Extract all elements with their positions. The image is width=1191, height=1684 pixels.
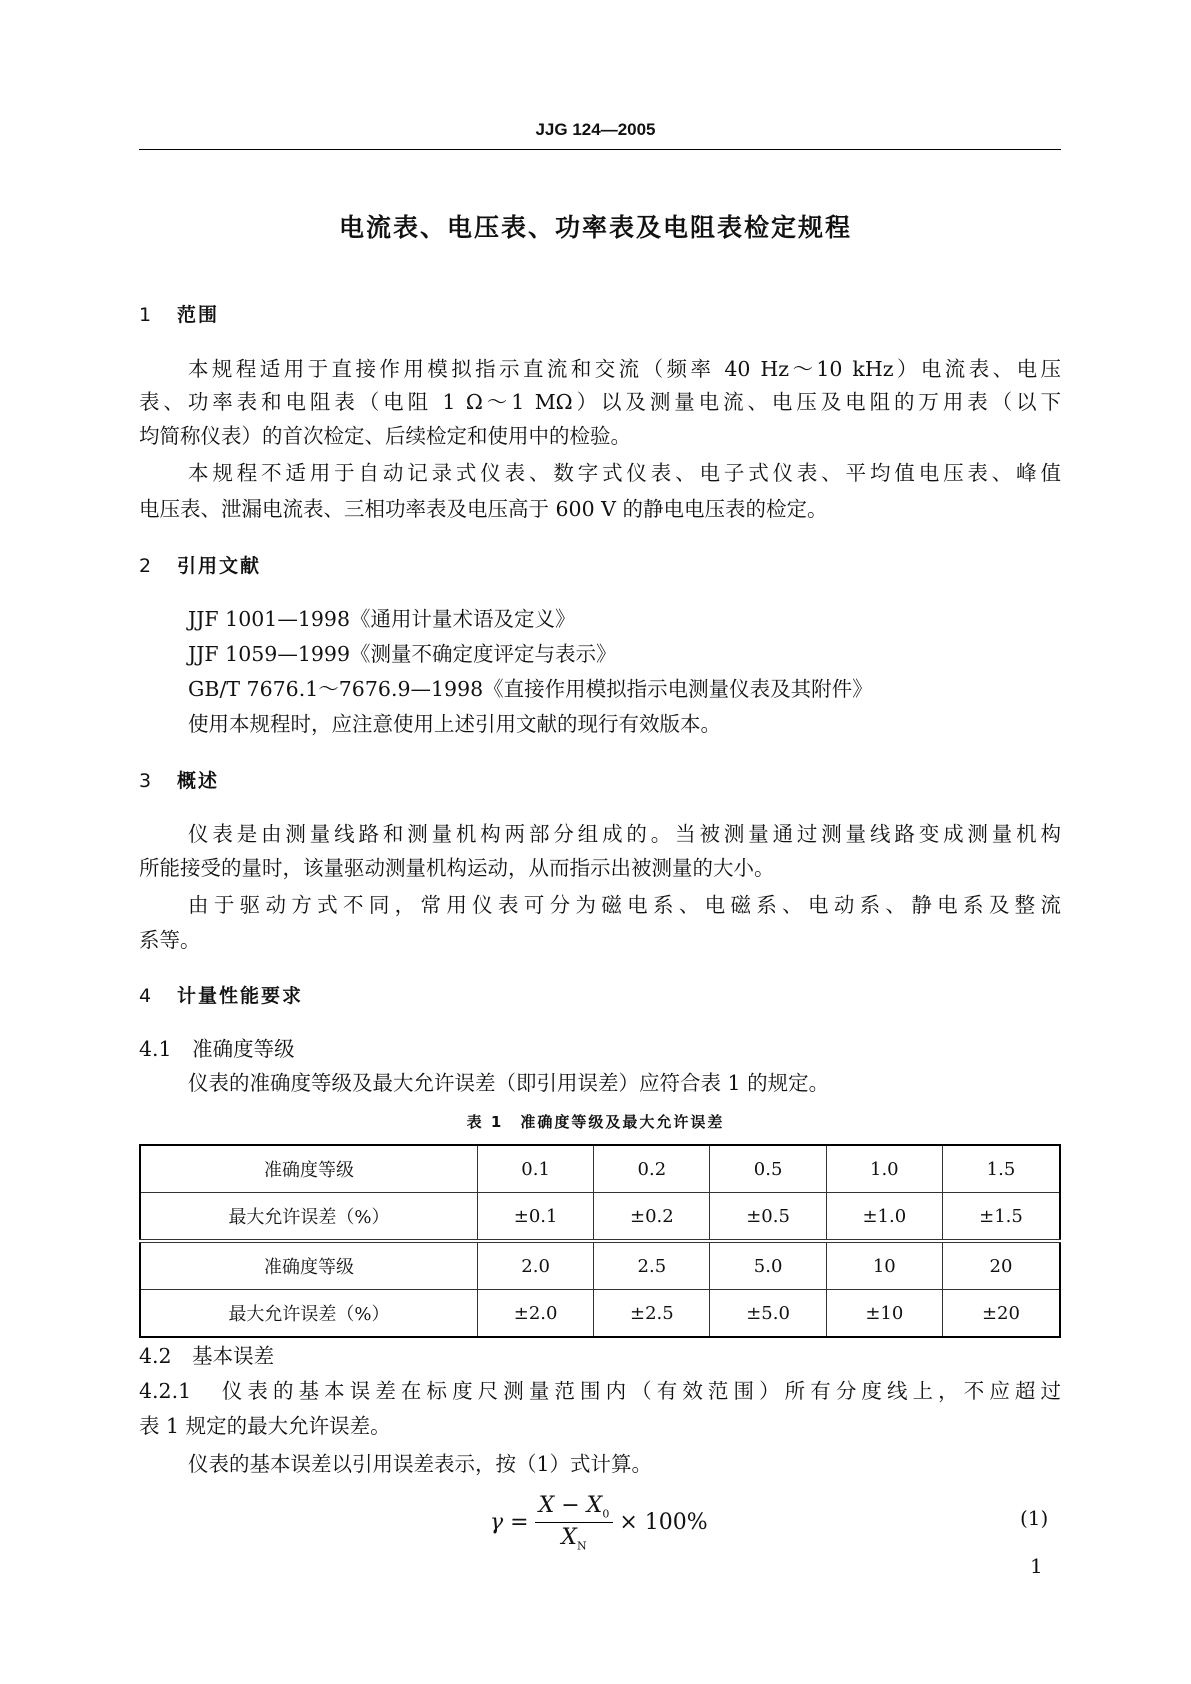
paragraph-line: 表 1 规定的最大允许误差。 (139, 1414, 391, 1438)
table-cell: 0.2 (594, 1145, 710, 1193)
table-cell: ±1.0 (826, 1193, 942, 1242)
paragraph-line: 本规程适用于直接作用模拟指示直流和交流（频率 40 Hz～10 kHz）电流表、电压 (188, 357, 1061, 381)
table-cell: 0.5 (710, 1145, 826, 1193)
section-title: 概述 (177, 770, 220, 792)
table-cell: ±0.1 (478, 1193, 594, 1242)
section-number: 1 (139, 304, 154, 326)
table-cell: 1.0 (826, 1145, 942, 1193)
section-2-heading (139, 551, 261, 578)
paragraph-line: 本规程不适用于自动记录式仪表、数字式仪表、电子式仪表、平均值电压表、峰值 (188, 461, 1061, 485)
table-cell: ±2.5 (594, 1290, 710, 1338)
table-cell: 2.0 (478, 1241, 594, 1290)
table-cell: 最大允许误差（%） (140, 1193, 478, 1242)
table-cell: ±5.0 (710, 1290, 826, 1338)
formula-subscript: N (576, 1539, 587, 1553)
paragraph-line: 仪表的准确度等级及最大允许误差（即引用误差）应符合表 1 的规定。 (188, 1071, 830, 1095)
document-title: 电流表、电压表、功率表及电阻表检定规程 (338, 213, 852, 242)
reference-item: JJF 1059—1999《测量不确定度评定与表示》 (188, 642, 617, 666)
table-row (140, 1290, 1060, 1338)
table-row (140, 1193, 1060, 1242)
table-caption: 表 1 准确度等级及最大允许误差 (466, 1113, 725, 1131)
table-cell: ±20 (942, 1290, 1060, 1338)
section-title: 范围 (177, 304, 220, 326)
paragraph-line: 仪表的基本误差以引用误差表示，按（1）式计算。 (188, 1452, 653, 1476)
formula-1 (490, 1493, 708, 1553)
table-cell: ±1.5 (942, 1193, 1060, 1242)
formula-lhs: γ = (490, 1509, 529, 1535)
section-number: 4 (139, 985, 154, 1007)
table-cell: 准确度等级 (140, 1145, 478, 1193)
section-4-heading (139, 981, 303, 1008)
table-cell: ±10 (826, 1290, 942, 1338)
paragraph-line: 表、功率表和电阻表（电阻 1 Ω～1 MΩ）以及测量电流、电压及电阻的万用表（以下 (139, 390, 1061, 414)
section-number: 3 (139, 770, 154, 792)
reference-note: 使用本规程时，应注意使用上述引用文献的现行有效版本。 (188, 712, 721, 736)
section-number: 2 (139, 555, 154, 577)
page-number: 1 (1030, 1554, 1043, 1578)
paragraph-line: 系等。 (139, 928, 201, 952)
formula-rhs: × 100% (619, 1509, 708, 1535)
table-cell: 2.5 (594, 1241, 710, 1290)
reference-item: GB/T 7676.1～7676.9—1998《直接作用模拟指示电测量仪表及其附件》 (188, 677, 873, 701)
paragraph-line: 所能接受的量时，该量驱动测量机构运动，从而指示出被测量的大小。 (139, 856, 775, 880)
paragraph-line: 由于驱动方式不同，常用仪表可分为磁电系、电磁系、电动系、静电系及整流 (188, 893, 1061, 917)
subsection-4-1-heading (139, 1036, 1061, 1062)
table-row (140, 1145, 1060, 1193)
equation-number: (1) (1020, 1506, 1049, 1530)
document-header: JJG 124—2005 (535, 120, 656, 139)
table-cell: 10 (826, 1241, 942, 1290)
table-cell: 最大允许误差（%） (140, 1290, 478, 1338)
paragraph-line: 电压表、泄漏电流表、三相功率表及电压高于 600 V 的静电电压表的检定。 (139, 497, 828, 521)
table-cell: ±0.2 (594, 1193, 710, 1242)
formula-denominator: X (561, 1525, 577, 1551)
subsection-number: 4.1 (139, 1037, 172, 1061)
section-1-heading (139, 300, 219, 327)
table-cell: 20 (942, 1241, 1060, 1290)
table-cell: ±2.0 (478, 1290, 594, 1338)
section-3-heading (139, 766, 219, 793)
table-cell: 0.1 (478, 1145, 594, 1193)
paragraph-line: 4.2.1 仪表的基本误差在标度尺测量范围内（有效范围）所有分度线上，不应超过 (139, 1379, 1061, 1403)
table-cell: 1.5 (942, 1145, 1060, 1193)
formula-numerator: X − X (538, 1493, 603, 1518)
subsection-4-2-heading (139, 1343, 1061, 1369)
subsection-title: 准确度等级 (192, 1037, 295, 1061)
section-title: 计量性能要求 (177, 985, 304, 1007)
table-cell: ±0.5 (710, 1193, 826, 1242)
table-cell: 准确度等级 (140, 1241, 478, 1290)
table-row (140, 1241, 1060, 1290)
table-cell: 5.0 (710, 1241, 826, 1290)
subsection-number: 4.2 (139, 1344, 172, 1368)
section-title: 引用文献 (177, 555, 262, 577)
formula-subscript: 0 (602, 1507, 610, 1521)
paragraph-line: 仪表是由测量线路和测量机构两部分组成的。当被测量通过测量线路变成测量机构 (188, 822, 1061, 846)
accuracy-class-table (139, 1144, 1061, 1338)
subsection-title: 基本误差 (192, 1344, 275, 1368)
header-rule (139, 149, 1061, 150)
reference-item: JJF 1001—1998《通用计量术语及定义》 (188, 607, 576, 631)
formula-fraction (535, 1493, 614, 1553)
paragraph-line: 均简称仪表）的首次检定、后续检定和使用中的检验。 (139, 424, 631, 448)
